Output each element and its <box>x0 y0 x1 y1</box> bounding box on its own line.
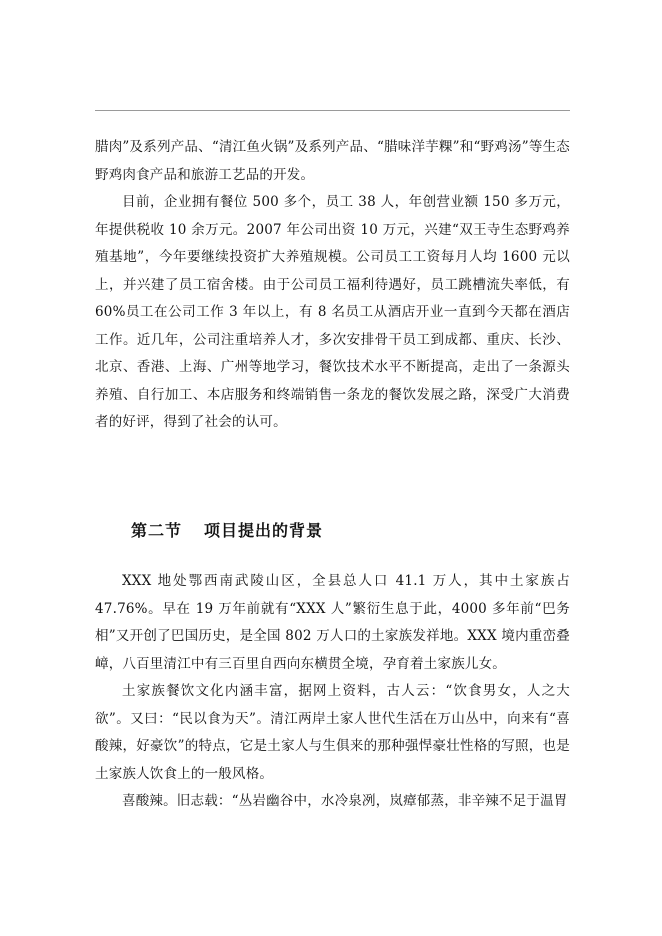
paragraph-continuation: 腊肉”及系列产品、“清江鱼火锅”及系列产品、“腊味洋芋粿”和“野鸡汤”等生态野鸡肉食产品和旅游工艺品的开发。 <box>95 139 570 183</box>
paragraph-sour-spicy: 喜酸辣。旧志载：“丛岩幽谷中，水冷泉冽，岚瘴郁蒸，非辛辣不足于温胃 <box>122 793 568 809</box>
paragraph-company-overview: 目前，企业拥有餐位 500 多个，员工 38 人，年创营业额 150 多万元，年提供税收 10 余万元。2007 年公司出资 10 万元，兴建“双王寺生态野鸡养殖基地”，今年要继续投资扩大养殖规模。公司员工工资每月人均 1600 元以上，并兴建了员工宿舍楼。由于公司员工福利待遇好，员工跳槽流失率低，有 60%员工在公司工作 3 年以上，有 8 名员工从酒店开业一直到今天都在酒店工作。近几年，公司注重培养人才，多次安排骨干员工到成都、重庆、长沙、北京、香港、上海、广州等地学习，餐饮技术水平不断提高，走出了一条源头养殖、自行加工、本店服务和终端销售一条龙的餐饮发展之路，深受广大消费者的好评，得到了社会的认可。 <box>95 194 570 430</box>
paragraph-region-intro: XXX 地处鄂西南武陵山区，全县总人口 41.1 万人，其中土家族占 47.76%。早在 19 万年前就有“XXX 人”繁衍生息于此，4000 多年前“巴务相”又开创了巴国历史，是全国 802 万人口的土家族发祥地。XXX 境内重峦叠嶂，八百里清江中有三百里自西向东横贯全境，孕育着土家族儿女。 <box>95 573 570 672</box>
paragraph-food-culture: 土家族餐饮文化内涵丰富，据网上资料，古人云：“饮食男女，人之大欲”。又曰：“民以食为天”。清江两岸土家人世代生活在万山丛中，向来有“喜酸辣，好豪饮”的特点，它是土家人与生俱来的那种强悍豪壮性格的写照，也是土家族人饮食上的一般风格。 <box>95 683 570 782</box>
upper-text-block <box>95 134 570 437</box>
section-number: 第二节 <box>131 521 183 540</box>
lower-text-block <box>95 568 570 816</box>
section-heading <box>131 518 323 541</box>
header-rule <box>95 110 570 111</box>
section-title-text: 项目提出的背景 <box>204 521 324 540</box>
